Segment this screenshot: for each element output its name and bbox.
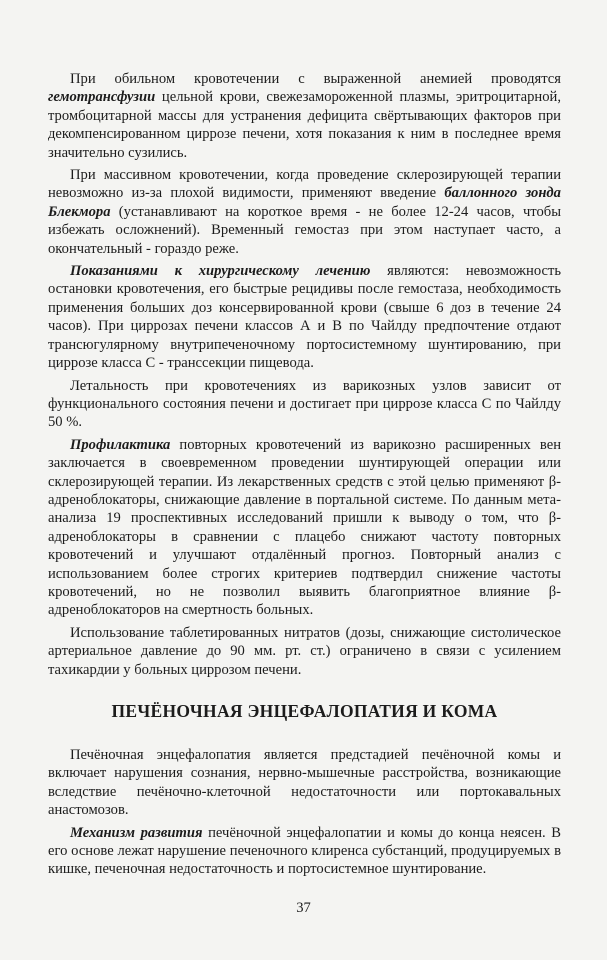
- text-block-top: [48, 70, 561, 679]
- paragraph: [48, 377, 561, 432]
- paragraph: [48, 824, 561, 879]
- emphasized-term: Профилактика: [70, 436, 171, 453]
- section-heading: ПЕЧЁНОЧНАЯ ЭНЦЕФАЛОПАТИЯ И КОМА: [111, 701, 498, 721]
- text-run: Печёночная энцефалопатия является предстадией печёночной комы и включает нарушения сознания, нервно-мышечные расстройства, возникающие вследствие печёночно-клеточной недостаточности или портокавальных анастомозов.: [48, 747, 561, 819]
- paragraph: [48, 436, 561, 620]
- text-run: Летальность при кровотечениях из варикозных узлов зависит от функционального состояния печени и достигает при циррозе класса С по Чайлду 50 %.: [48, 377, 561, 431]
- paragraph: [48, 70, 561, 162]
- text-block-bottom: [48, 746, 561, 879]
- paragraph: [48, 624, 561, 679]
- text-run: При обильном кровотечении с выраженной анемией проводятся: [70, 71, 561, 87]
- page-number: 37: [296, 900, 311, 916]
- text-run: цельной крови, свежезамороженной плазмы, эритроцитарной, тромбоцитарной массы для устранения дефицита свёртывающих факторов при декомпенсированном циррозе печени, хотя показания к ним в последнее время значительно сузились.: [48, 89, 561, 161]
- emphasized-term: Механизм развития: [70, 824, 203, 841]
- text-run: являются: невозможность остановки кровотечения, его быстрые рецидивы после гемостаза, необходимость применения больших доз консервированной крови (свыше 6 доз в течение 24 часов). При циррозах печени классов А и В по Чайлду предпочтение отдают трансюгулярному внутрипеченочному портосистемному шунтированию, при циррозе класса С - транссекции пищевода.: [48, 263, 561, 372]
- text-run: (устанавливают на короткое время - не более 12-24 часов, чтобы избежать осложнений). Временный гемостаз при этом наступает часто, а окончательный - гораздо реже.: [48, 203, 561, 257]
- paragraph: [48, 166, 561, 258]
- text-run: повторных кровотечений из варикозно расширенных вен заключается в своевременном проведении шунтирующей операции или склерозирующей терапии. Из лекарственных средств с этой целью применяют β-адреноблокаторы, снижающие давление в портальной системе. По данным мета-анализа 19 проспективных исследований пришли к выводу о том, что β-адреноблокаторы в сравнении с плацебо снижают частоту повторных кровотечений и улучшают отдалённый прогноз. Повторный анализ с использованием более строгих критериев подтвердил снижение частоты кровотечений, но не позволил выявить благоприятное влияние β-адреноблокаторов на смертность больных.: [48, 436, 561, 619]
- text-run: печёночной энцефалопатии и комы до конца неясен. В его основе лежат нарушение печеночного клиренса субстанций, продуцируемых в кишке, печеночная недостаточность и портосистемное шунтирование.: [48, 824, 561, 878]
- emphasized-term: Показаниями к хирургическому лечению: [70, 263, 371, 280]
- text-run: Использование таблетированных нитратов (дозы, снижающие систолическое артериальное давление до 90 мм. рт. ст.) ограничено в связи с усилением тахикардии у больных циррозом печени.: [48, 624, 561, 678]
- emphasized-term: гемотрансфузии: [48, 89, 156, 106]
- paragraph: [48, 262, 561, 372]
- paragraph: [48, 746, 561, 820]
- emphasized-term: баллонного зонда Блекмора: [48, 185, 561, 220]
- text-run: При массивном кровотечении, когда проведение склерозирующей терапии невозможно из-за плохой видимости, применяют введение: [48, 167, 561, 202]
